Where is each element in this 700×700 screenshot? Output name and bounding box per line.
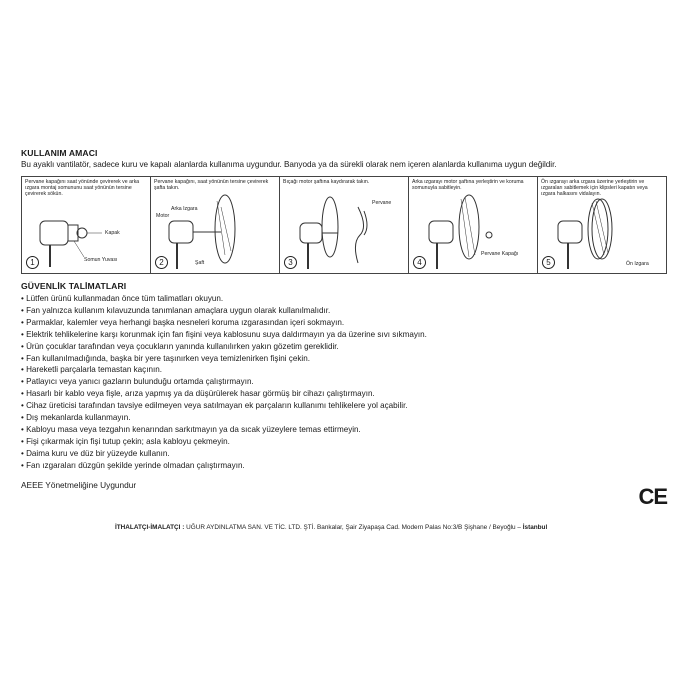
label-kapak: Kapak — [105, 230, 120, 236]
list-item: • Dış mekanlarda kullanmayın. — [21, 413, 131, 423]
list-item: • Fan ızgaraları düzgün şekilde yerinde olmadan çalıştırmayın. — [21, 460, 245, 470]
list-item: • Ürün çocuklar tarafından veya çocukların yanında kullanılırken yakın gözetim gereklidir. — [21, 341, 339, 351]
list-item: • Daima kuru ve düz bir yüzeyde kullanın. — [21, 448, 170, 458]
ce-mark-icon: CE — [638, 484, 667, 509]
assembly-step-2 — [151, 176, 280, 274]
step-caption: Bıçağı motor şaftına kaydırarak takın. — [283, 179, 370, 185]
assembly-step-5 — [538, 176, 667, 274]
list-item: • Fişi çıkarmak için fişi tutup çekin; asla kabloyu çekmeyin. — [21, 436, 230, 446]
label-somun-yuvasi: Somun Yuvası — [84, 257, 118, 263]
label-pervane: Pervane — [372, 200, 392, 206]
step-5-illustration — [538, 177, 666, 273]
importer-text: UĞUR AYDINLATMA SAN. VE TİC. LTD. ŞTİ. Bankalar, Şair Ziyapaşa Cad. Modern Palas No:3/B Şişhane / Beyoğlu – — [186, 524, 521, 531]
assembly-step-1 — [21, 176, 151, 274]
step-2-illustration — [151, 177, 279, 273]
usage-heading: KULLANIM AMACI — [21, 148, 98, 158]
safety-section — [21, 281, 667, 472]
list-item: • Patlayıcı veya yanıcı gazların bulunduğu ortamda çalıştırmayın. — [21, 377, 254, 387]
assembly-steps — [21, 176, 667, 274]
aeee-compliance: AEEE Yönetmeliğine Uygundur — [21, 479, 137, 490]
usage-text: Bu ayaklı vantilatör, sadece kuru ve kapalı alanlarda kullanıma uygundur. Banyoda ya da sürekli olarak nem içeren alanlarda kullanıma uygun değildir. — [21, 160, 557, 169]
assembly-step-4 — [409, 176, 538, 274]
label-saft: Şaft — [195, 260, 205, 266]
list-item: • Parmaklar, kalemler veya herhangi başka nesneleri koruma ızgarasından içeri sokmayın. — [21, 317, 345, 327]
step-number: 4 — [413, 256, 426, 269]
step-3-illustration — [280, 177, 408, 273]
step-caption: Pervane kapağını, saat yönünün tersine çevirerek şafta takın. — [154, 179, 269, 191]
list-item: • Elektrik tehlikelerine karşı korunmak için fan fişini veya kablosunu suya daldırmayın ya da üzerine sıvı sıkmayın. — [21, 329, 427, 339]
list-item: • Kabloyu masa veya tezgahın kenarından sarkıtmayın ya da sıcak yüzeylere temas ettirmeyin. — [21, 424, 361, 434]
list-item: • Hareketli parçalarla temastan kaçının. — [21, 365, 162, 375]
list-item: • Cihaz üreticisi tarafından tavsiye edilmeyen veya satılmayan ek parçaların kullanımı tehlikelere yol açabilir. — [21, 401, 408, 411]
list-item: • Fan kullanılmadığında, başka bir yere taşınırken veya temizlenirken fişini çekin. — [21, 353, 310, 363]
safety-list — [21, 293, 667, 472]
step-4-illustration — [409, 177, 537, 273]
label-arka-izgara: Arka Izgara — [171, 206, 198, 212]
step-caption: Arka ızgarayı motor şaftına yerleştirin ve koruma somunuyla sabitleyin. — [412, 179, 524, 191]
importer-info — [115, 524, 547, 531]
step-number: 5 — [542, 256, 555, 269]
list-item: • Hasarlı bir kablo veya fişle, arıza yapmış ya da düşürülerek hasar görmüş bir cihazı çalıştırmayın. — [21, 389, 375, 399]
label-motor: Motor — [156, 213, 170, 219]
label-pervane-kapagi: Pervane Kapağı — [481, 251, 519, 257]
manual-page — [21, 148, 667, 531]
importer-city: İstanbul — [522, 524, 548, 531]
list-item: • Fan yalnızca kullanım kılavuzunda tanımlanan amaçlara uygun olarak kullanılmalıdır. — [21, 305, 331, 315]
step-number: 2 — [155, 256, 168, 269]
step-caption: Ön ızgarayı arka ızgara üzerine yerleştirin ve ızgaraları sabitlemek için klipsleri kapatın veya ızgara halkasını vidalayın. — [541, 179, 648, 197]
step-caption: Pervane kapağını saat yönünde çevirerek ve arka ızgara montaj somununu saat yönünün tersine çevirerek sökün. — [25, 179, 140, 197]
safety-heading: GÜVENLİK TALİMATLARI — [21, 281, 127, 291]
step-number: 3 — [284, 256, 297, 269]
list-item: • Lütfen ürünü kullanmadan önce tüm talimatları okuyun. — [21, 294, 224, 303]
label-on-izgara: Ön Izgara — [626, 261, 649, 267]
step-number: 1 — [26, 256, 39, 269]
importer-label: İTHALATÇI-İMALATÇI : — [115, 524, 185, 531]
assembly-step-3 — [280, 176, 409, 274]
